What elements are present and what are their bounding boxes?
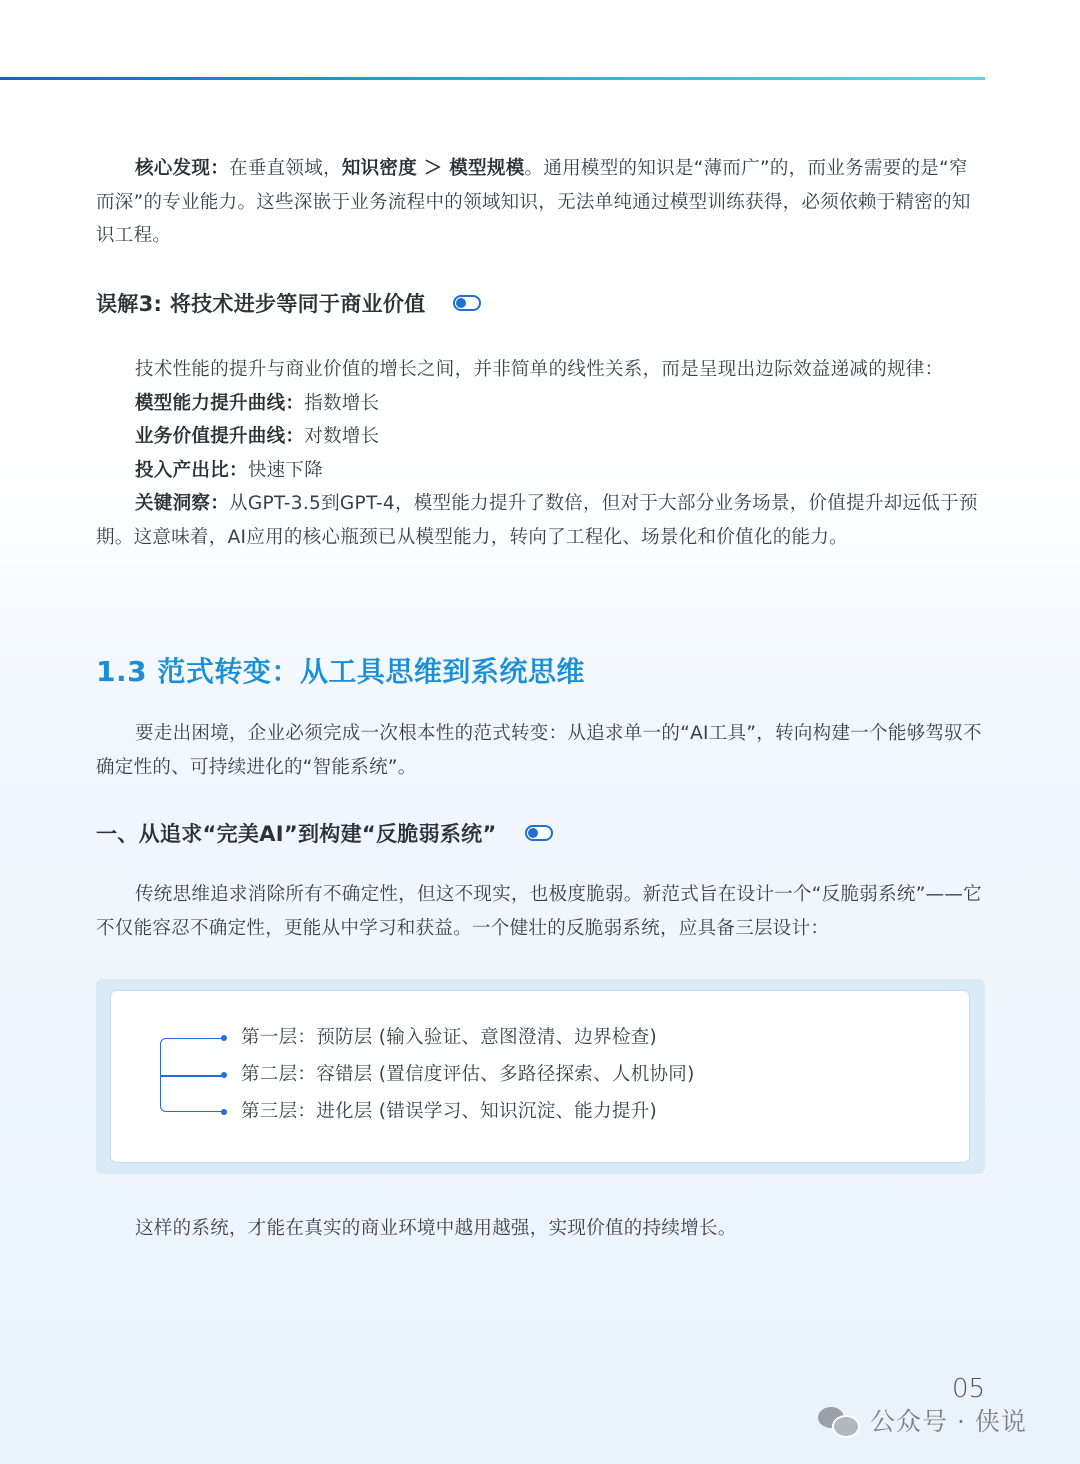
misread3-heading-text: 误解3: 将技术进步等同于商业价值 bbox=[96, 292, 426, 316]
top-rule bbox=[0, 77, 985, 80]
misread3-body bbox=[96, 353, 986, 554]
bracket-connector-mid bbox=[160, 1075, 224, 1077]
list-item-label: 模型能力提升曲线： bbox=[135, 392, 305, 414]
misread3-intro: 技术性能的提升与商业价值的增长之间，并非简单的线性关系，而是呈现出边际效益递减的规律： bbox=[135, 359, 944, 380]
list-item-value: 对数增长 bbox=[304, 426, 380, 447]
list-item bbox=[96, 387, 986, 421]
core-finding-label: 核心发现： bbox=[135, 158, 230, 179]
key-insight bbox=[96, 487, 986, 554]
key-insight-label: 关键洞察： bbox=[135, 493, 230, 514]
list-item-value: 快速下降 bbox=[247, 459, 324, 481]
list-item-label: 业务价值提升曲线： bbox=[135, 426, 305, 447]
subsection-heading-text: 一、从追求“完美AI”到构建“反脆弱系统” bbox=[96, 822, 497, 846]
list-item-label: 投入产出比： bbox=[135, 459, 248, 481]
toggle-icon bbox=[525, 825, 553, 841]
list-item bbox=[96, 454, 986, 488]
list-item-value: 指数增长 bbox=[304, 392, 380, 414]
page-number: 05 bbox=[952, 1374, 986, 1404]
watermark-text: 公众号 · 侠说 bbox=[870, 1407, 1027, 1436]
watermark bbox=[818, 1402, 1027, 1438]
bullet-dot-icon bbox=[221, 1072, 227, 1078]
toggle-icon bbox=[453, 295, 481, 311]
core-finding-text-1: 在垂直领域， bbox=[229, 158, 342, 179]
layer-item: 第三层：进化层 (错误学习、知识沉淀、能力提升) bbox=[241, 1101, 658, 1122]
subsection-paragraph: 传统思维追求消除所有不确定性，但这不现实，也极度脆弱。新范式旨在设计一个“反脆弱系统”——它不仅能容忍不确定性，更能从中学习和获益。一个健壮的反脆弱系统，应具备三层设计： bbox=[96, 884, 982, 939]
core-finding-bold: 知识密度 ＞ 模型规模 bbox=[341, 158, 525, 179]
core-finding-text-2: 。通用模型的知识是“薄而广”的，而业务需要的是“窄而深”的专业能力。这些深嵌于业务流程中的领域知识，无法单纯通过模型训练获得，必须依赖于精密的知识工程。 bbox=[96, 158, 971, 246]
key-insight-text: 从GPT-3.5到GPT-4，模型能力提升了数倍，但对于大部分业务场景，价值提升却远低于预期。这意味着，AI应用的核心瓶颈已从模型能力，转向了工程化、场景化和价值化的能力。 bbox=[96, 493, 978, 548]
list-item bbox=[96, 420, 986, 454]
misread3-heading bbox=[96, 288, 481, 318]
core-finding-paragraph bbox=[96, 152, 986, 253]
closing-paragraph: 这样的系统，才能在真实的商业环境中越用越强，实现价值的持续增长。 bbox=[135, 1218, 737, 1239]
section-title: 1.3 范式转变：从工具思维到系统思维 bbox=[96, 655, 585, 688]
layer-item: 第二层：容错层 (置信度评估、多路径探索、人机协同) bbox=[241, 1064, 695, 1085]
bullet-dot-icon bbox=[221, 1035, 227, 1041]
wechat-icon bbox=[818, 1403, 858, 1437]
section-intro: 要走出困境，企业必须完成一次根本性的范式转变：从追求单一的“AI工具”，转向构建一个能够驾驭不确定性的、可持续进化的“智能系统”。 bbox=[96, 723, 982, 778]
bullet-dot-icon bbox=[221, 1109, 227, 1115]
subsection-heading bbox=[96, 818, 553, 848]
layer-item: 第一层：预防层 (输入验证、意图澄清、边界检查) bbox=[241, 1027, 658, 1048]
